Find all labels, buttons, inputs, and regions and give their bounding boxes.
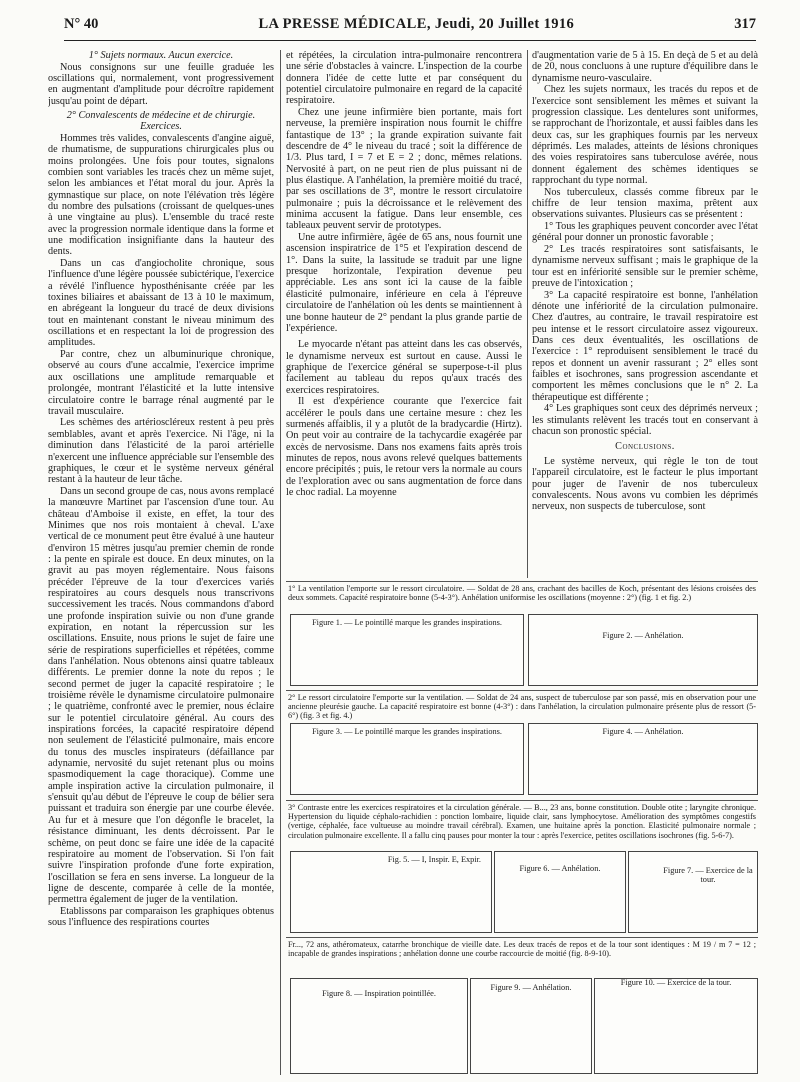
paragraph: Etablissons par comparaison les graphiques obtenus sous l'influence des respirations courtes [48,905,274,929]
figure-label: Figure 9. — Anhélation. [490,983,572,992]
page-header [64,16,756,41]
paragraph: Dans un second groupe de cas, nous avons remplacé la manœuvre Martinet par l'ascension d'une tour. Au château d'Amboise il existe, en effet, la tour des Minimes que nos rois montaient à cheval. L'axe vertical de ce monument peut être évalué à une hauteur d'environ 15 mètres jusqu'au premier chemin de ronde : la pente en spirale est douce. En deux minutes, on la gravit au pas moyen réglementaire. Nous faisons précéder l'épreuve de la tour d'exercices variés respiratoires au cours desquels nous transcrivons successivement les tracés. Nous commandons d'abord une profonde inspiration suivie ou non d'une grande expiration, en notant la répercussion sur les oscillations. Ensuite, nous prions le sujet de faire une série de respirations superficielles et répétées, comme dans l'anhélation. Nous obtenons ainsi quatre tableaux différents. Le premier donne la note du repos ; le second permet de juger la capacité respiratoire ; le troisième révèle le dynamisme circulatoire pulmonaire ; le quatrième, confronté avec le premier, nous éclaire sur le potentiel circulatoire général. Au cours des inspirations forcées, la capacité respiratoire dépend non seulement de l'élasticité pulmonaire, mais encore du tonus des muscles inspirateurs (défaillance par adynamie, nervosité du sujet retenant plus ou moins spasmodiquement la cage thoracique). Comme une ample inspiration active la circulation pulmonaire, il s'ensuit qu'au début de l'épreuve le coup de bélier sera puissant et traduira son énergie par une courbe élevée. Au fur et à mesure que l'on dégonfle le bracelet, la résistance diminuant, les dents décroissent. Par le schème, on peut donc se faire une idée de la capacité respiratoire au moment de l'observation. Si l'on fait suivre l'inspiration profonde d'une forte expiration, l'oscillation se fera en sens inverse. La longueur de la ligne de descente, comparée à celle de la montée, permettra également de juger de la ventilation. [48,485,274,906]
page-number: N° 40 [64,16,99,32]
figure-4 [528,723,758,795]
paragraph: Le système nerveux, qui règle le ton de tout l'appareil circulatoire, est le facteur le plus important pour juger de l'avenir de nos tuberculeux convalescents. Nous avons vu combien les déprimés nerveux, non suspects de tuberculose, sont [532,455,758,513]
paragraph: Nos tuberculeux, classés comme fibreux par le chiffre de leur tension maxima, prêtent aux observations suivantes. Plusieurs cas se présentent : [532,186,758,221]
figure-label: Figure 8. — Inspiration pointillée. [322,989,436,998]
section-heading: 2° Convalescents de médecine et de chirurgie. Exercices. [66,110,256,133]
paragraph: Par contre, chez un albuminurique chronique, observé au cours d'une accalmie, l'exercice imprime aux oscillations une amplitude remarquable et prolongée, montrant l'élasticité et la lutte intensive circulatoire contre le barrage rénal augmenté par le travail musculaire. [48,349,274,417]
figure-10 [594,978,758,1074]
paragraph: Une autre infirmière, âgée de 65 ans, nous fournit une ascension inspiratrice de 1°5 et l'expiration descend de 1°. Dans la suite, la lassitude se traduit par une ligne presque horizontale, l'expiration devenue peu appréciable. Les ans sont ici la cause de la faible élasticité pulmonaire, inférieure en cela à l'épreuve circulatoire de l'anhélation où les dents se maintiennent à une bonne hauteur de 2° pendant la plus grande partie de l'expérience. [286,232,522,334]
paragraph: 3° La capacité respiratoire est bonne, l'anhélation dénote une infériorité de la circulation pulmonaire. Chez d'autres, au contraire, le travail respiratoire est peu intense et le ressort circulatoire assez vigoureux. Dans ces deux éventualités, les oscillations de l'exercice : 1° reproduisent sensiblement le tracé du repos et donnent un avenir rassurant ; 2° elles sont faibles et isochrones, sans progression ascendante et comportent les mêmes conclusions que le n° 2. La thérapeutique est différente ; [532,289,758,403]
figure-rule [286,581,758,582]
paragraph: 1° Tous les graphiques peuvent concorder avec l'état général pour donner un pronostic favorable ; [532,221,758,244]
figure-3 [290,723,524,795]
figure-label: Figure 10. — Exercice de la tour. [620,978,732,987]
figure-label: Figure 3. — Le pointillé marque les grandes inspirations. [312,727,502,736]
column-3 [532,50,758,578]
column-rule [280,50,281,1075]
journal-title: LA PRESSE MÉDICALE, Jeudi, 20 Juillet 1916 [258,16,575,32]
figure-8 [290,978,468,1074]
figure-6 [494,851,626,933]
figure-label: Figure 6. — Anhélation. [519,864,601,873]
figure-7 [628,851,758,933]
paragraph: 4° Les graphiques sont ceux des déprimés nerveux ; les stimulants relèvent les tracés tout en conservant à chacun son pronostic spécial. [532,403,758,438]
paragraph: Chez une jeune infirmière bien portante, mais fort nerveuse, la première inspiration nous fournit le chiffre fantastique de 13° ; la grande expiration suivante fait descendre de 4° le niveau du tracé ; soit la différence de 1/3. Plus tard, I = 7 et E = 2 ; donc, mêmes relations. Nervosité à part, on ne peut rien de plus puissant ni de plus élastique. A l'anhélation, la première moitié du tracé, par ses oscillations de 3°, montre le ressort circulatoire pulmonaire ; puis la décroissance et le relèvement des minima accusent la fatigue. Dans leur ensemble, ces tableaux peuvent servir de prototypes. [286,107,522,232]
figure-1 [290,614,524,686]
figure-label: Figure 4. — Anhélation. [602,727,684,736]
figure-rule [286,800,758,801]
figure-2 [528,614,758,686]
figure-caption-2: 2° Le ressort circulatoire l'emporte sur la ventilation. — Soldat de 24 ans, suspect de tuberculose par son passé, mis en observation pour une ancienne pleurésie gauche. La capacité respiratoire est bonne (4-3°) : dans l'anhélation, la circulation pulmonaire présente plus de ressort (5-6°) (fig. 3 et fig. 4.) [288,693,756,721]
figure-label: Figure 2. — Anhélation. [602,631,684,640]
column-rule [527,50,528,578]
column-1 [48,50,274,1075]
paragraph: Le myocarde n'étant pas atteint dans les cas observés, le dynamisme nerveux est surtout en cause. Aussi le graphique de l'exercice général se superpose-t-il plus facilement au tableau du repos qu'aux tracés des exercices respiratoires. [286,339,522,396]
figure-caption-4: Fr..., 72 ans, athéromateux, catarrhe bronchique de vieille date. Les deux tracés de repos et de la tour sont identiques : M 19 / m 7 = 12 ; incapable de grandes inspirations ; anhélation donne une courbe raccourcie de moitié (fig. 8-9-10). [288,940,756,959]
conclusions-heading: Conclusions. [615,441,675,453]
figure-caption-1: 1° La ventilation l'emporte sur le ressort circulatoire. — Soldat de 28 ans, crachant des bacilles de Koch, présentant des lésions croisées des deux sommets. Capacité respiratoire bonne (5-4-3°). Anhélation uniformise les oscillations (moyenne : 2°) (fig. 1 et fig. 2.) [288,584,756,603]
figure-label: Fig. 5. — I, Inspir. E, Expir. [387,855,481,864]
paragraph: 2° Les tracés respiratoires sont satisfaisants, le dynamisme nerveux suffisant ; mais le graphique de la tour est en infériorité sensible sur le premier schème, preuve de l'intoxication ; [532,244,758,290]
paragraph: et répétées, la circulation intra-pulmonaire rencontrera une série d'obstacles à vaincre. L'inspection de la courbe donnera l'idée de cette lutte et par conséquent du potentiel circulatoire pulmonaire en regard de la capacité respiratoire. [286,50,522,107]
figure-9 [470,978,592,1074]
paragraph: Hommes très valides, convalescents d'angine aiguë, de rhumatisme, de suppurations chirurgicales plus ou moins prolongées. Une fois pour toutes, signalons combien sont variables les tracés chez un même sujet, selon les ambiances et l'état moral du jour. Après la gymnastique sur place, on note l'élévation très légère du nombre des pulsations (croissant de quelques-unes à une vingtaine au plus). L'ensemble du tracé reste avec la progression normale identique dans la forme et une modification insignifiante dans la hauteur des dents. [48,133,274,258]
folio: 317 [734,16,756,32]
figure-label: Figure 1. — Le pointillé marque les grandes inspirations. [312,618,502,627]
figure-rule [286,690,758,691]
paragraph: Dans un cas d'angiocholite chronique, sous l'influence d'une légère poussée subictérique, l'exercice a révélé l'influence hyposthénisante créée par les toxines biliaires et abaissant de 13 à 10 le maximum, en abrégeant la longueur du tracé de deux divisions tout en maintenant constant le niveau minimum des oscillations et en respectant la loi de progression des amplitudes. [48,258,274,349]
paragraph: Chez les sujets normaux, les tracés du repos et de l'exercice sont sensiblement les mêmes et suivant la progression classique. Les dentelures sont uniformes, se rapprochant de l'horizontale, et aussi faibles dans les deux cas, sur les graphiques fournis par les nerveux déprimés. Les malades, atteints de lésions chroniques des voies respiratoires sans tuberculose avérée, nous donnent également des schèmes identiques se rapprochant du type normal. [532,84,758,187]
figure-label: Figure 7. — Exercice de la tour. [663,866,753,884]
paragraph: Les schèmes des artérioscléreux restent à peu près semblables, avant et après l'exercice. Ni l'âge, ni la diminution dans l'élasticité de la paroi artérielle n'exercent une influence appréciable sur l'ensemble des graphiques, le cœur et le système nerveux général restant à la hauteur de leur tâche. [48,417,274,486]
section-heading: 1° Sujets normaux. Aucun exercice. [88,50,234,61]
paragraph: Nous consignons sur une feuille graduée les oscillations qui, normalement, vont progressivement en augmentant d'amplitude pour décroître rapidement jusqu'au point de départ. [48,61,274,107]
paragraph: d'augmentation varie de 5 à 15. En deçà de 5 et au delà de 20, nous concluons à une rupture d'équilibre dans le dynamisme neuro-vasculaire. [532,50,758,84]
figure-caption-3: 3° Contraste entre les exercices respiratoires et la circulation générale. — B..., 23 ans, bonne constitution. Double otite ; laryngite chronique. Hypertension du liquide céphalo-rachidien : ponction lombaire, liquide clair, sans lymphocytose. Amélioration des symptômes congestifs (vertige, céphalée, face vultueuse au moindre travail cérébral). Examen, une huitaine après la ponction. Elasticité pulmonaire normale ; circulation pulmonaire excellente. Il a fallu cinq pauses pour monter la tour : après l'exercice, petites oscillations isochrones (fig. 5-6-7). [288,803,756,840]
figure-5 [290,851,492,933]
paragraph: Il est d'expérience courante que l'exercice fait accélérer le pouls dans une certaine mesure : chez les surmenés affaiblis, il y a plutôt de la bradycardie (Hirtz). On peut voir au contraire de la tachycardie exagérée par excès de nervosisme. Dans nos examens faits après trois minutes de repos, nous avons relevé quelques battements encore précipités ; puis, le retour vers la normale au cours de l'exploration avec ou sans augmentation de force dans le choc radial. La moyenne [286,396,522,498]
figure-rule [286,937,758,938]
column-2 [286,50,522,578]
